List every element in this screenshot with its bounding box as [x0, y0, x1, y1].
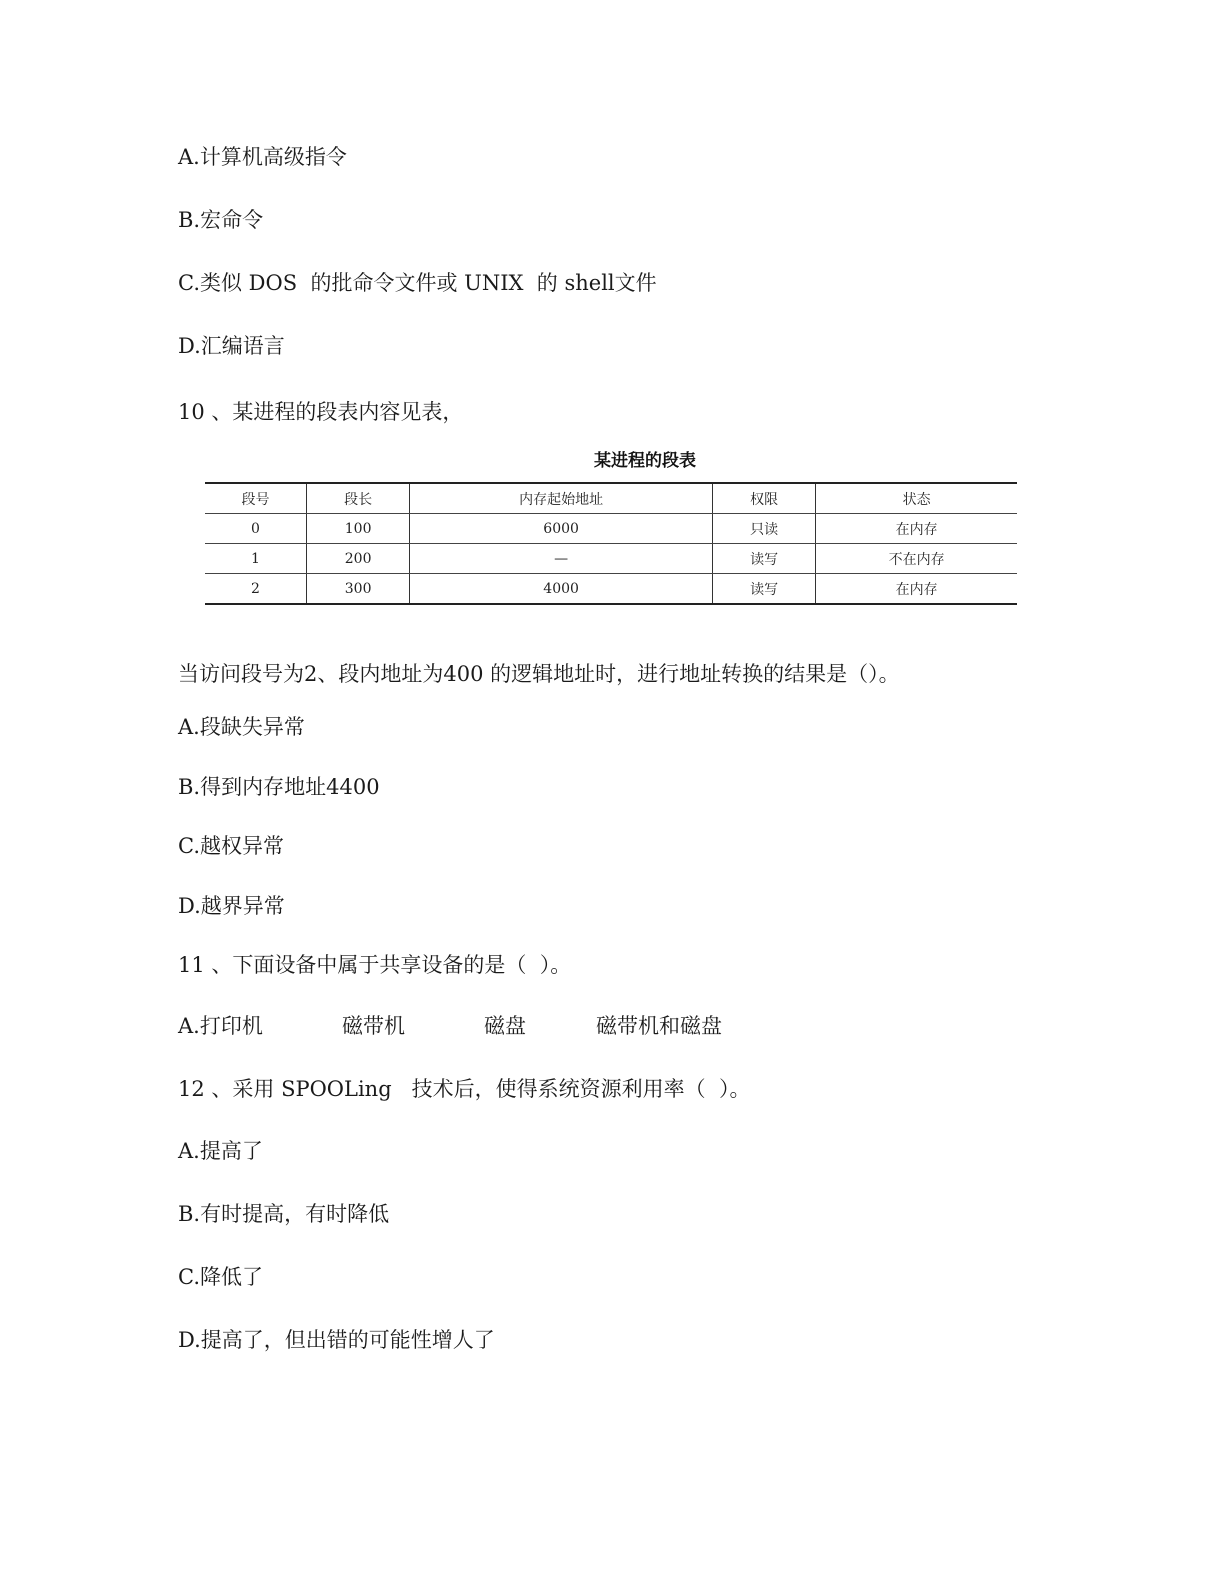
- segment-table-header-row: [205, 483, 1017, 514]
- table-cell: 只读: [712, 514, 815, 544]
- q10-option-a: A.段缺失异常: [178, 715, 305, 739]
- q10-question: 当访问段号为2、段内地址为400 的逻辑地址时，进行地址转换的结果是（）。: [178, 662, 900, 686]
- col-header-status: 状态: [816, 483, 1017, 514]
- table-cell: 300: [307, 574, 410, 605]
- q10-option-c: C.越权异常: [178, 834, 284, 858]
- q10-stem: 10 、某进程的段表内容见表，: [178, 400, 464, 424]
- table-cell: 读写: [712, 574, 815, 605]
- q11-option-d: 磁带机和磁盘: [596, 1014, 722, 1038]
- q11-option-b: 磁带机: [342, 1014, 405, 1038]
- q10-option-b: B.得到内存地址4400: [178, 775, 380, 799]
- table-cell: 0: [205, 514, 307, 544]
- q9-option-b: B.宏命令: [178, 208, 264, 232]
- q11-option-c: 磁盘: [484, 1014, 526, 1038]
- col-header-memory-start: 内存起始地址: [410, 483, 713, 514]
- table-cell: 1: [205, 544, 307, 574]
- q11-stem: 11 、下面设备中属于共享设备的是（ ）。: [178, 953, 572, 977]
- q12-option-a: A.提高了: [178, 1139, 263, 1163]
- table-row: [205, 514, 1017, 544]
- table-cell: 读写: [712, 544, 815, 574]
- q12-option-c: C.降低了: [178, 1265, 263, 1289]
- table-cell: 2: [205, 574, 307, 605]
- table-cell: 6000: [410, 514, 713, 544]
- table-cell: 不在内存: [816, 544, 1017, 574]
- table-cell: 100: [307, 514, 410, 544]
- q10-option-d: D.越界异常: [178, 894, 285, 918]
- col-header-segment-length: 段长: [307, 483, 410, 514]
- q11-options: [178, 1012, 798, 1040]
- col-header-segment-no: 段号: [205, 483, 307, 514]
- q12-option-b: B.有时提高，有时降低: [178, 1202, 390, 1226]
- table-cell: 200: [307, 544, 410, 574]
- q11-option-a: A.打印机: [178, 1014, 263, 1038]
- segment-table: [205, 482, 1017, 605]
- q12-option-d: D.提高了，但出错的可能性增人了: [178, 1328, 495, 1352]
- table-row: [205, 574, 1017, 605]
- table-cell: —: [410, 544, 713, 574]
- table-cell: 4000: [410, 574, 713, 605]
- q9-option-d: D.汇编语言: [178, 334, 285, 358]
- table-cell: 在内存: [816, 514, 1017, 544]
- q9-option-c: C.类似 DOS 的批命令文件或 UNIX 的 shell文件: [178, 271, 657, 295]
- table-cell: 在内存: [816, 574, 1017, 605]
- table-row: [205, 544, 1017, 574]
- q9-option-a: A.计算机高级指令: [178, 145, 347, 169]
- segment-table-title: 某进程的段表: [594, 451, 696, 471]
- col-header-permission: 权限: [712, 483, 815, 514]
- q12-stem: 12 、采用 SPOOLing 技术后，使得系统资源利用率（ ）。: [178, 1077, 751, 1101]
